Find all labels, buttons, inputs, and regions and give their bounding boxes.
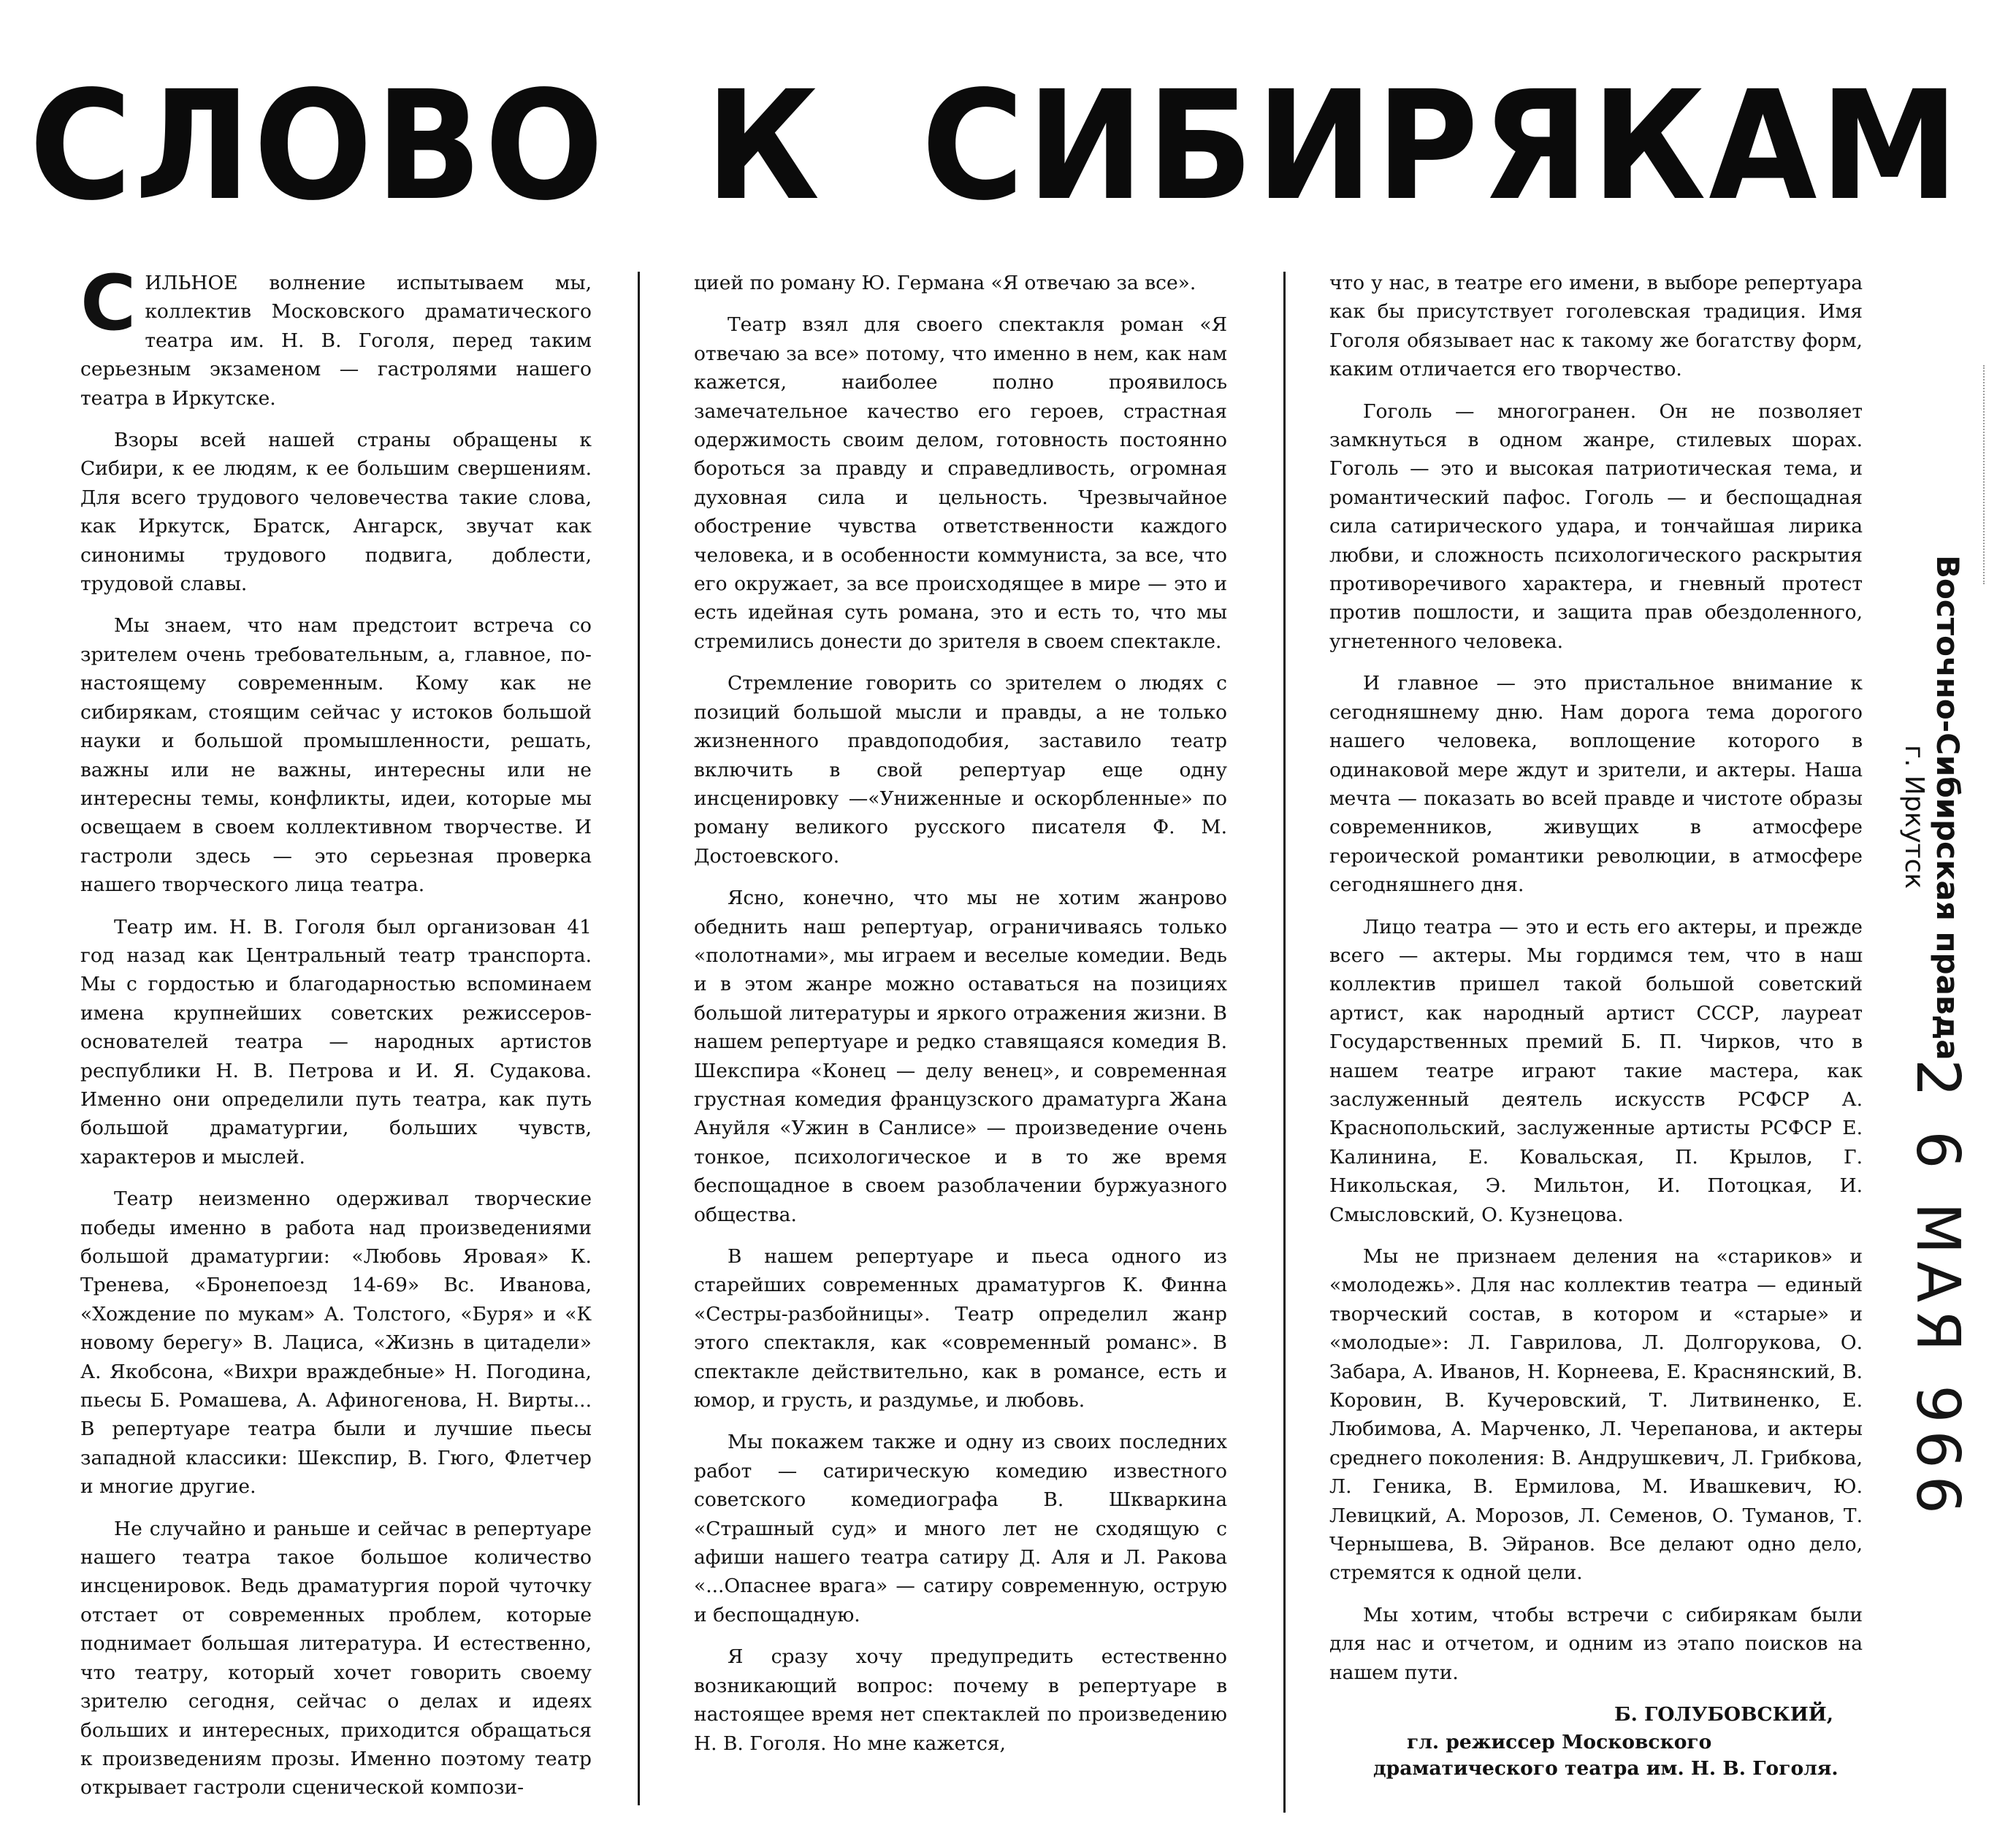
article-paragraph: что у нас, в театре его имени, в выборе репертуара как бы присутствует гоголевская традиция. Имя Гоголя обязывает нас к такому же богатству форм, каким отличается его творчество.: [1329, 272, 1863, 381]
article-paragraph: СИЛЬНОЕ волнение испытываем мы, коллектив Московского драматического театра им. Н. В. Гоголя, перед таким серьезным экзаменом — гастролями нашего театра в Иркутске.: [80, 269, 592, 410]
article-paragraph: Мы знаем, что нам предстоит встреча со зрителем очень требовательным, а, главное, по-настоящему современным. Кому как не сибирякам, стоящим сейчас у истоков большой науки и большой промышленности, решать, важны или не важны, интересны или не интересны темы, конфликты, идеи, которые мы освещаем в своем коллективном творчестве. И гастроли здесь — это серьезная проверка нашего творческого лица театра.: [80, 614, 592, 897]
article-paragraph: Гоголь — многогранен. Он не позволяет замкнуться в одном жанре, стилевых шорах. Гоголь — это и высокая патриотическая тема, и романтический пафос. Гоголь — и беспощадная сила сатирического удара, и тончайшая лирика любви, и сложность психологического раскрытия противоречивого характера, и гневный протест против пошлости, и защита прав обездоленного, угнетенного человека.: [1329, 399, 1863, 653]
newspaper-name: Восточно-Сибирская правда: [1930, 555, 1966, 1060]
newspaper-city: г. Иркутск: [1899, 745, 1929, 890]
paper-edge-marks: [1983, 365, 2007, 584]
date-stamp: 2 6 МАЯ 966: [1903, 1059, 1972, 1521]
article-paragraph: Ясно, конечно, что мы не хотим жанрово обеднить наш репертуар, ограничиваясь только «полотнами», мы играем и веселые комедии. Ведь и в этом жанре можно оставаться на позициях большой литературы и яркого отражения жизни. В нашем репертуаре и редко ставящаяся комедия В. Шекспира «Конец — делу венец», и современная грустная комедия французского драматурга Жана Ануйля «Ужин в Санлисе» — произведение очень тонкое, психологическое и в то же время беспощадное в своем разоблачении буржуазного общества.: [694, 887, 1227, 1226]
article-paragraph: В нашем репертуаре и пьеса одного из старейших современных драматургов К. Финна «Сестры-разбойницы». Театр определил жанр этого спектакля, как «современный романс». В спектакле действительно, как в романсе, есть и юмор, и грусть, и раздумье, и любовь.: [694, 1245, 1227, 1412]
article-paragraph: Мы не признаем деления на «стариков» и «молодежь». Для нас коллектив театра — единый творческий состав, в котором и «старые» и «молодые»: Л. Гаврилова, Л. Долгорукова, О. Забара, А. Иванов, Н. Корнеева, Е. Краснянский, В. Коровин, В. Кучеровский, Т. Литвиненко, Е. Любимова, А. Марченко, Л. Черепанова, и актеры среднего поколения: В. Андрушкевич, Л. Грибкова, Л. Геника, В. Ермилова, М. Ивашкевич, Ю. Левицкий, А. Морозов, Л. Семенов, О. Туманов, Т. Чернышева, В. Эйранов. Все делают одно дело, стремятся к одной цели.: [1329, 1245, 1863, 1585]
article-paragraph: Стремление говорить со зрителем о людях с позиций большой мысли и правды, а не только жизненного правдоподобия, заставило театр включить в свой репертуар еще одну инсценировку —«Униженные и оскорбленные» по роману великого русского писателя Ф. М. Достоевского.: [694, 672, 1227, 868]
article-paragraph: цией по роману Ю. Германа «Я отвечаю за все».: [694, 272, 1196, 294]
article-paragraph: Мы покажем также и одну из своих последних работ — сатирическую комедию известного советского комедиографа В. Шкваркина «Страшный суд» и много лет не сходящую с афиши нашего театра сатиру Д. Аля и Л. Ракова «...Опаснее врага» — сатиру современную, острую и беспощадную.: [694, 1431, 1227, 1626]
column-divider: [1283, 272, 1286, 1813]
author-signature: Б. ГОЛУБОВСКИЙ,: [1614, 1703, 1833, 1726]
article-paragraph: Театр неизменно одерживал творческие победы именно в работа над произведениями большой драматургии: «Любовь Яровая» К. Тренева, «Бронепоезд 14-69» Вс. Иванова, «Хождение по мукам» А. Толстого, «Буря» и «К новому берегу» В. Лациса, «Жизнь в цитадели» А. Якобсона, «Вихри враждебные» Н. Погодина, пьесы Б. Ромашева, А. Афиногенова, Н. Вирты... В репертуаре театра были и лучшие пьесы западной классики: Шекспир, В. Гюго, Флетчер и многие другие.: [80, 1187, 592, 1499]
article-paragraph: Мы хотим, чтобы встречи с сибирякам были для нас и отчетом, и одним из этапо поисков на нашем пути.: [1329, 1603, 1863, 1684]
article-paragraph: И главное — это пристальное внимание к сегодняшнему дню. Нам дорога тема дорогого нашего человека, воплощение которого в одинаковой мере ждут и зрители, и актеры. Наша мечта — показать во всей правде и чистоте образы современников, живущих в атмосфере героической романтики революции, в атмосфере сегодняшнего дня.: [1329, 672, 1863, 897]
drop-cap: С: [80, 269, 137, 348]
column-divider: [638, 272, 640, 1805]
article-column-3: [1329, 269, 1863, 1810]
article-paragraph: Театр им. Н. В. Гоголя был организован 41 год назад как Центральный театр транспорта. Мы с гордостью и благодарностью вспоминаем имена крупнейших советских режиссеров-основателей театра — народных артистов республики Н. В. Петрова и И. Я. Судакова. Именно они определили путь театра, как путь большой драматургии, больших чувств, характеров и мыслей.: [80, 915, 592, 1168]
article-column-2: [694, 269, 1227, 1810]
article-paragraph: Не случайно и раньше и сейчас в репертуаре нашего театра такое большое количество инсценировок. Ведь драматургия порой чуточку отстает от современных проблем, которые поднимает большая литература. И естественно, что театру, который хочет говорить своему зрителю сегодня, сейчас о делах и идеях больших и интересных, приходится обращаться к произведениям прозы. Именно поэтому театр открывает гастроли сценической компози-: [80, 1517, 592, 1799]
article-column-1: [80, 269, 592, 1810]
article-paragraph: Театр взял для своего спектакля роман «Я отвечаю за все» потому, что именно в нем, как нам кажется, наиболее полно проявилось замечательное качество его героев, страстная одержимость своим делом, готовность постоянно бороться за правду и справедливость, огромная духовная сила и цельность. Чрезвычайное обострение чувства ответственности каждого человека, и в особенности коммуниста, за все, что его окружает, за все происходящее в мире — это и есть идейная суть романа, это и есть то, что мы стремились донести до зрителя в своем спектакле.: [694, 313, 1227, 653]
article-paragraph: Лицо театра — это и есть его актеры, и прежде всего — актеры. Мы гордимся тем, что в наш коллектив пришел такой большой советский артист, как народный артист СССР, лауреат Государственных премий Б. П. Чирков, что в нашем театре играют такие мастера, как заслуженный деятель искусств РСФСР А. Краснопольский, заслуженные артисты РСФСР Е. Калинина, Е. Ковальская, П. Крылов, Г. Никольская, Э. Мильтон, И. Потоцкая, И. Смысловский, О. Кузнецова.: [1329, 915, 1863, 1226]
headline: СЛОВО К СИБИРЯКАМ: [29, 58, 1962, 234]
article-paragraph: Я сразу хочу предупредить естественно возникающий вопрос: почему в репертуаре в настоящее время нет спектаклей по произведению Н. В. Гоголя. Но мне кажется,: [694, 1645, 1227, 1755]
article-paragraph: Взоры всей нашей страны обращены к Сибири, к ее людям, к ее большим свершениям. Для всего трудового человечества такие слова, как Иркутск, Братск, Ангарск, звучат как синонимы трудового подвига, доблести, трудовой славы.: [80, 429, 592, 596]
author-role: гл. режиссер Московского драматического театра им. Н. В. Гоголя.: [1373, 1730, 1839, 1780]
